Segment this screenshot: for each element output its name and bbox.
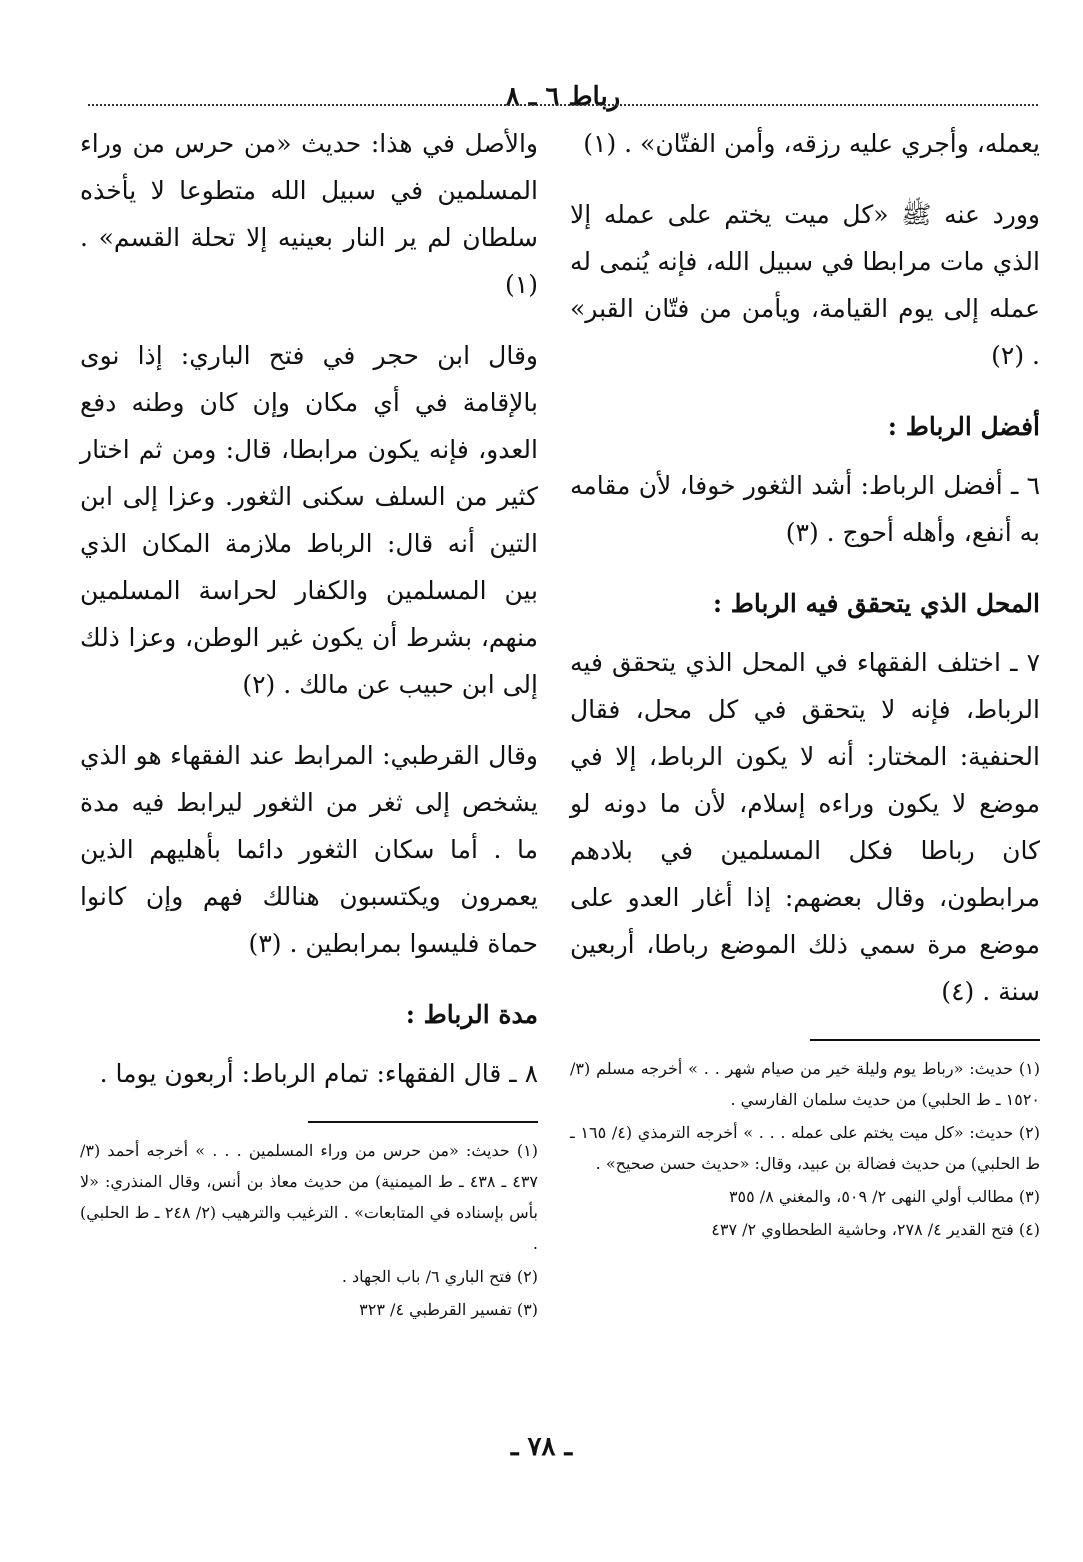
heading-best-ribat: أفضل الرباط : <box>887 412 1040 441</box>
left-footnotes <box>80 1135 538 1325</box>
footnote-rule-right <box>810 1039 1040 1041</box>
footnote: (٣) مطالب أولي النهى ٢/ ٥٠٩، والمغني ٨/ ٣٥٥ <box>728 1187 1040 1206</box>
right-paragraph-4: ٧ ـ اختلف الفقهاء في المحل الذي يتحقق فيه الرباط، فإنه لا يتحقق في كل محل، فقال الحنفية: المختار: أنه لا يكون الرباط، إلا في موضع لا يكون وراءه إسلام، لأن ما دونه لو كان رباطا فكل المسلمين في بلادهم مرابطون، وقال بعضهم: إذا أغار العدو على موضع مرة سمي ذلك الموضع رباطا، أربعين سنة . (٤) <box>570 648 1040 1006</box>
right-paragraph-3: ٦ ـ أفضل الرباط: أشد الثغور خوفا، لأن مقامه به أنفع، وأهله أحوج . (٣) <box>570 471 1040 547</box>
left-paragraph-4: ٨ ـ قال الفقهاء: تمام الرباط: أربعون يوما . <box>99 1059 538 1088</box>
right-paragraph-2: وورد عنه ﷺ «كل ميت يختم على عمله إلا الذي مات مرابطا في سبيل الله، فإنه يُنمى له عمله إلى يوم القيامة، ويأمن من فتّان القبر» . (٢) <box>570 200 1040 370</box>
right-column <box>570 120 1040 1247</box>
footnote: (٤) فتح القدير ٤/ ٢٧٨، وحاشية الطحطاوي ٢/ ٤٣٧ <box>711 1220 1040 1239</box>
footnote: (٣) تفسير القرطبي ٤/ ٣٢٣ <box>359 1300 538 1319</box>
header-dotted-rule <box>88 104 1038 106</box>
footnote: (٢) فتح الباري ٦/ باب الجهاد . <box>341 1267 538 1286</box>
footnote: (١) حديث: «من حرس من وراء المسلمين . . . » أخرجه أحمد (٣/ ٤٣٧ ـ ٤٣٨ ـ ط الميمنية) من حديث معاذ بن أنس، وقال المنذري: «لا بأس بإسناده في المتابعات» . الترغيب والترهيب (٢/ ٢٤٨ ـ ط الحلبي) . <box>80 1141 539 1253</box>
left-paragraph-1: والأصل في هذا: حديث «من حرس من وراء المسلمين في سبيل الله متطوعا لا يأخذه سلطان لم ير النار بعينيه إلا تحلة القسم» . (١) <box>80 129 538 299</box>
footnote: (٢) حديث: «كل ميت يختم على عمله . . . » أخرجه الترمذي (٤/ ١٦٥ ـ ط الحلبي) من حديث فضالة بن عبيد، وقال: «حديث حسن صحيح» . <box>570 1123 1040 1173</box>
left-column <box>80 120 538 1327</box>
running-header: رباط ٦ ـ ٨ <box>505 82 621 112</box>
footnote-rule-left <box>308 1121 538 1123</box>
footnote: (١) حديث: «رباط يوم وليلة خير من صيام شهر . . » أخرجه مسلم (٣/ ١٥٢٠ ـ ط الحلبي) من حديث سلمان الفارسي . <box>570 1059 1040 1109</box>
left-paragraph-3: وقال القرطبي: المرابط عند الفقهاء هو الذي يشخص إلى ثغر من الثغور ليرابط فيه مدة ما . أما سكان الثغور دائما بأهليهم الذين يعمرون ويكتسبون هنالك فهم وإن كانوا حماة فليسوا بمرابطين . (٣) <box>80 741 538 958</box>
heading-ribat-place: المحل الذي يتحقق فيه الرباط : <box>712 589 1040 618</box>
right-paragraph-1: يعمله، وأجري عليه رزقه، وأمن الفتّان» . (١) <box>583 129 1040 158</box>
page-number: ـ ٧٨ ـ <box>510 1432 573 1462</box>
heading-ribat-duration: مدة الرباط : <box>405 1000 538 1029</box>
right-footnotes <box>570 1053 1040 1245</box>
left-paragraph-2: وقال ابن حجر في فتح الباري: إذا نوى بالإقامة في أي مكان وإن كان وطنه دفع العدو، فإنه يكون مرابطا، قال: ومن ثم اختار كثير من السلف سكنى الثغور. وعزا إلى ابن التين أنه قال: الرباط ملازمة المكان الذي بين المسلمين والكفار لحراسة المسلمين منهم، بشرط أن يكون غير الوطن، وعزا ذلك إلى ابن حبيب عن مالك . (٢) <box>80 341 538 699</box>
